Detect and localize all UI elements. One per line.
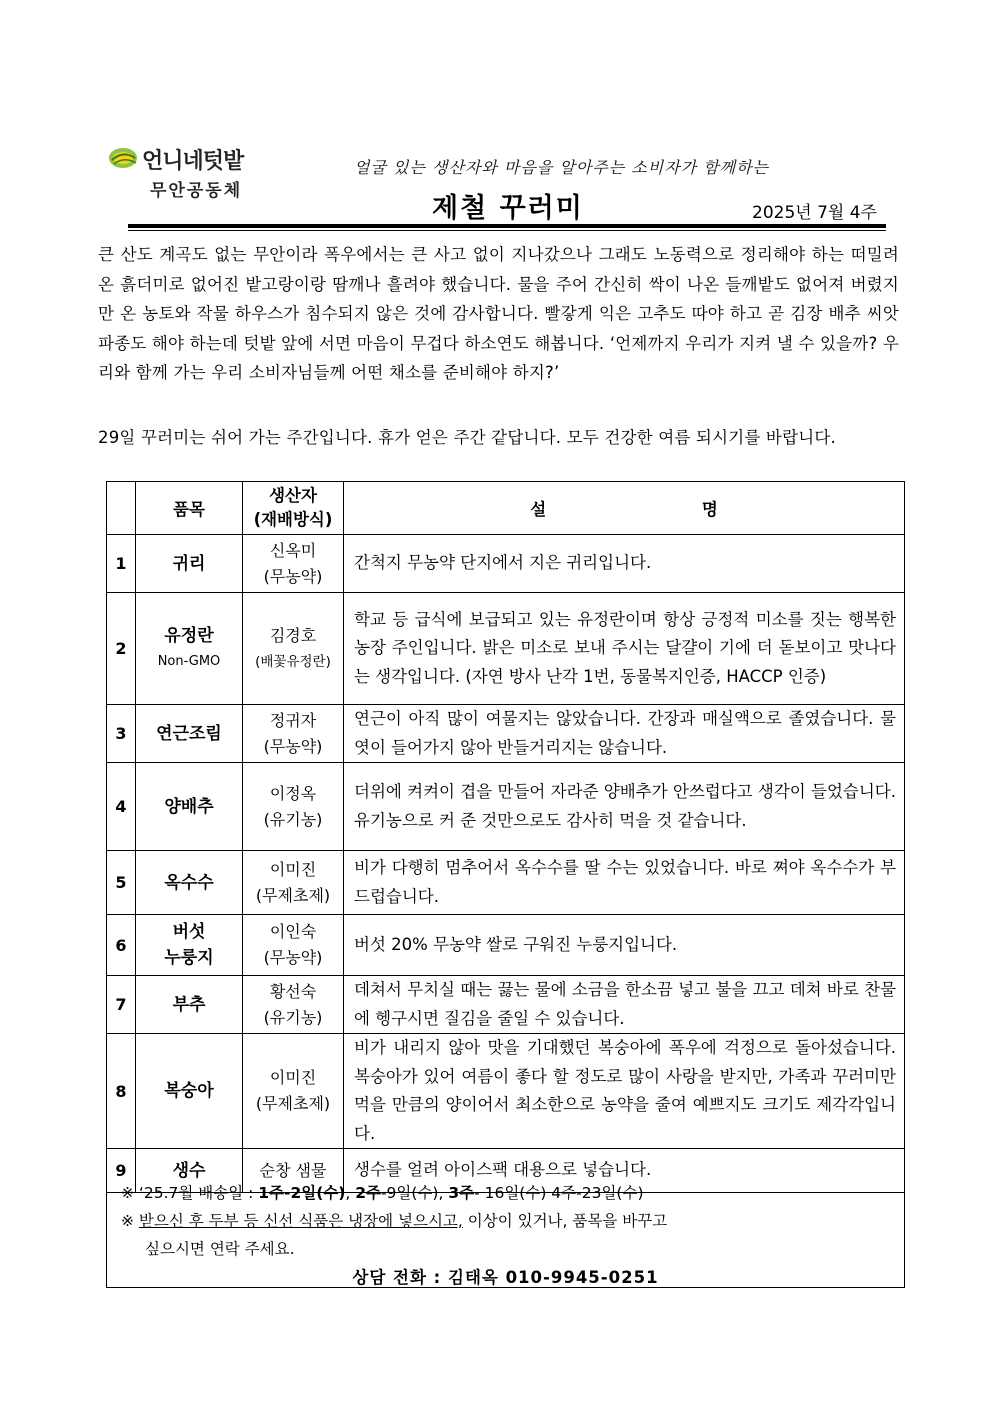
footer-notes (106, 1175, 905, 1288)
row-item (136, 1034, 243, 1149)
row-number: 1 (107, 535, 136, 593)
header-divider-thick (128, 224, 886, 228)
slogan: 얼굴 있는 생산자와 마음을 알아주는 소비자가 함께하는 (354, 158, 770, 177)
farming-method: (무농약) (263, 736, 323, 756)
row-producer (243, 976, 344, 1034)
row-item (136, 851, 243, 915)
producer-name: 이인숙 (269, 922, 317, 941)
delivery-week1: 1주-2일(수) (258, 1184, 346, 1202)
row-number: 3 (107, 705, 136, 763)
farming-method: (배꽃유정란) (255, 653, 331, 670)
delivery-week3-label: 3주 (448, 1184, 475, 1202)
producer-name: 순창 샘물 (259, 1160, 327, 1180)
row-producer (243, 915, 344, 976)
item-name: 양배추 (164, 796, 214, 817)
contact-request: 싶으시면 연락 주세요. (145, 1240, 295, 1258)
delivery-prefix: ※ ‘25.7월 배송일 : (121, 1184, 259, 1202)
logo-leaf-icon (108, 144, 142, 174)
row-description: 비가 내리지 않아 맛을 기대했던 복숭아에 폭우에 걱정으로 돌아섰습니다. 복숭아가 있어 여름이 좋다 할 정도로 많이 사랑을 받지만, 가족과 꾸러미만 먹을 만큼의 양이어서 최소한으로 농약을 줄여 예쁘지도 크기도 제각각입니다. (344, 1034, 905, 1149)
logo (108, 144, 268, 204)
table-row (107, 593, 905, 705)
item-name: 귀리 (172, 553, 206, 574)
header-number (107, 482, 136, 535)
row-producer (243, 1034, 344, 1149)
row-item (136, 535, 243, 593)
producer-name: 이미진 (269, 859, 317, 879)
farming-method: (무농약) (263, 948, 323, 967)
table-row (107, 705, 905, 763)
row-producer (243, 705, 344, 763)
row-producer (243, 593, 344, 705)
table-row (107, 851, 905, 915)
logo-subtitle: 무안공동체 (150, 181, 243, 201)
item-name-line2: 누룽지 (164, 948, 214, 968)
row-number: 4 (107, 763, 136, 851)
table-row (107, 535, 905, 593)
delivery-schedule (121, 1181, 644, 1203)
row-item (136, 915, 243, 976)
item-name: 생수 (172, 1160, 206, 1181)
storage-instruction: 받으신 후 두부 등 신선 식품은 냉장에 넣으시고, (138, 1212, 463, 1230)
page-title: 제철 꾸러미 (432, 193, 584, 224)
row-item (136, 763, 243, 851)
producer-name: 황선숙 (269, 981, 317, 1001)
item-name: 연근조림 (156, 723, 222, 744)
delivery-sep: , (345, 1184, 356, 1202)
item-name: 버섯 (172, 922, 206, 942)
table-row (107, 915, 905, 976)
header-producer (243, 482, 344, 535)
contact-phone: 상담 전화 : 김태옥 010-9945-0251 (352, 1268, 659, 1287)
row-description: 연근이 아직 많이 여물지는 않았습니다. 간장과 매실액으로 졸였습니다. 물엿이 들어가지 않아 반들거리지는 않습니다. (344, 705, 905, 763)
header-divider-thin (128, 230, 886, 231)
row-producer (243, 763, 344, 851)
storage-notice (121, 1209, 667, 1231)
delivery-week2-label: 2주 (355, 1184, 381, 1202)
producer-name: 이미진 (269, 1068, 317, 1087)
item-name: 유정란 (164, 625, 214, 646)
row-description: 비가 다행히 멈추어서 옥수수를 딸 수는 있었습니다. 바로 쪄야 옥수수가 부드럽습니다. (344, 851, 905, 915)
row-item (136, 976, 243, 1034)
header-method-label: (재배방식) (253, 510, 333, 529)
producer-name: 김경호 (269, 625, 317, 645)
row-item (136, 705, 243, 763)
row-number: 5 (107, 851, 136, 915)
delivery-week2-date: -9일(수), (380, 1184, 449, 1202)
item-name: 복숭아 (164, 1081, 214, 1101)
row-description: 간척지 무농약 단지에서 지은 귀리입니다. (344, 535, 905, 593)
storage-prefix: ※ (121, 1212, 139, 1230)
header-item: 품목 (136, 482, 243, 535)
delivery-week3-date: - 16일(수) 4주-23일(수) (474, 1184, 644, 1202)
row-number: 9 (107, 1149, 136, 1193)
row-description: 생수를 얼려 아이스팩 대용으로 넣습니다. (344, 1149, 905, 1193)
header-description: 설 명 (344, 482, 905, 535)
items-table (106, 481, 905, 1193)
intro-notice: 29일 꾸러미는 쉬어 가는 주간입니다. 휴가 얻은 주간 같답니다. 모두 건강한 여름 되시기를 바랍니다. (98, 428, 836, 447)
item-name: 부추 (172, 994, 206, 1015)
table-header-row (107, 482, 905, 535)
issue-date: 2025년 7월 4주 (752, 203, 877, 223)
row-number: 8 (107, 1034, 136, 1149)
farming-method: (무농약) (263, 566, 323, 586)
producer-name: 정귀자 (269, 710, 317, 730)
farming-method: (무제초제) (255, 885, 331, 905)
item-name: 옥수수 (164, 872, 214, 893)
row-item (136, 593, 243, 705)
table-row (107, 1034, 905, 1149)
farming-method: (유기농) (263, 809, 323, 829)
logo-text: 언니네텃밭 (142, 149, 244, 174)
row-number: 7 (107, 976, 136, 1034)
row-number: 6 (107, 915, 136, 976)
farming-method: (무제초제) (255, 1094, 331, 1113)
intro-paragraph: 큰 산도 계곡도 없는 무안이라 폭우에서는 큰 사고 없이 지나갔으나 그래도 노동력으로 정리해야 하는 떠밀려 온 흙더미로 없어진 밭고랑이랑 땀깨나 흘려야 했습니다. 물을 주어 간신히 싹이 나온 들깨밭도 없어져 버렸지만 온 농토와 작물 하우스가 침수되지 않은 것에 감사합니다. 빨갛게 익은 고추도 따야 하고 곧 김장 배추 씨앗 파종도 해야 하는데 텃밭 앞에 서면 마음이 무겁다 하소연도 해봅니다. ‘언제까지 우리가 지켜 낼 수 있을까? 우리와 함께 가는 우리 소비자님들께 어떤 채소를 준비해야 하지?’ (98, 245, 899, 382)
row-description: 학교 등 급식에 보급되고 있는 유정란이며 항상 긍정적 미소를 짓는 행복한 농장 주인입니다. 밝은 미소로 보내 주시는 달걀이 기에 더 돋보이고 맛나다는 생각입니다. (자연 방사 난각 1번, 동물복지인증, HACCP 인증) (344, 593, 905, 705)
table-row (107, 976, 905, 1034)
row-producer (243, 535, 344, 593)
row-description: 데쳐서 무치실 때는 끓는 물에 소금을 한소끔 넣고 불을 끄고 데쳐 바로 찬물에 헹구시면 질김을 줄일 수 있습니다. (344, 976, 905, 1034)
producer-name: 이정옥 (269, 783, 317, 803)
item-subtitle: Non-GMO (157, 653, 221, 669)
table-row (107, 763, 905, 851)
row-description: 더위에 켜켜이 겹을 만들어 자라준 양배추가 안쓰럽다고 생각이 들었습니다. 유기농으로 커 준 것만으로도 감사히 먹을 것 같습니다. (344, 763, 905, 851)
row-producer (243, 851, 344, 915)
producer-name: 신옥미 (269, 540, 317, 560)
row-description: 버섯 20% 무농약 쌀로 구워진 누룽지입니다. (344, 915, 905, 976)
storage-rest: 이상이 있거나, 품목을 바꾸고 (462, 1212, 668, 1230)
row-number: 2 (107, 593, 136, 705)
farming-method: (유기농) (263, 1007, 323, 1027)
header-producer-label: 생산자 (269, 486, 317, 505)
